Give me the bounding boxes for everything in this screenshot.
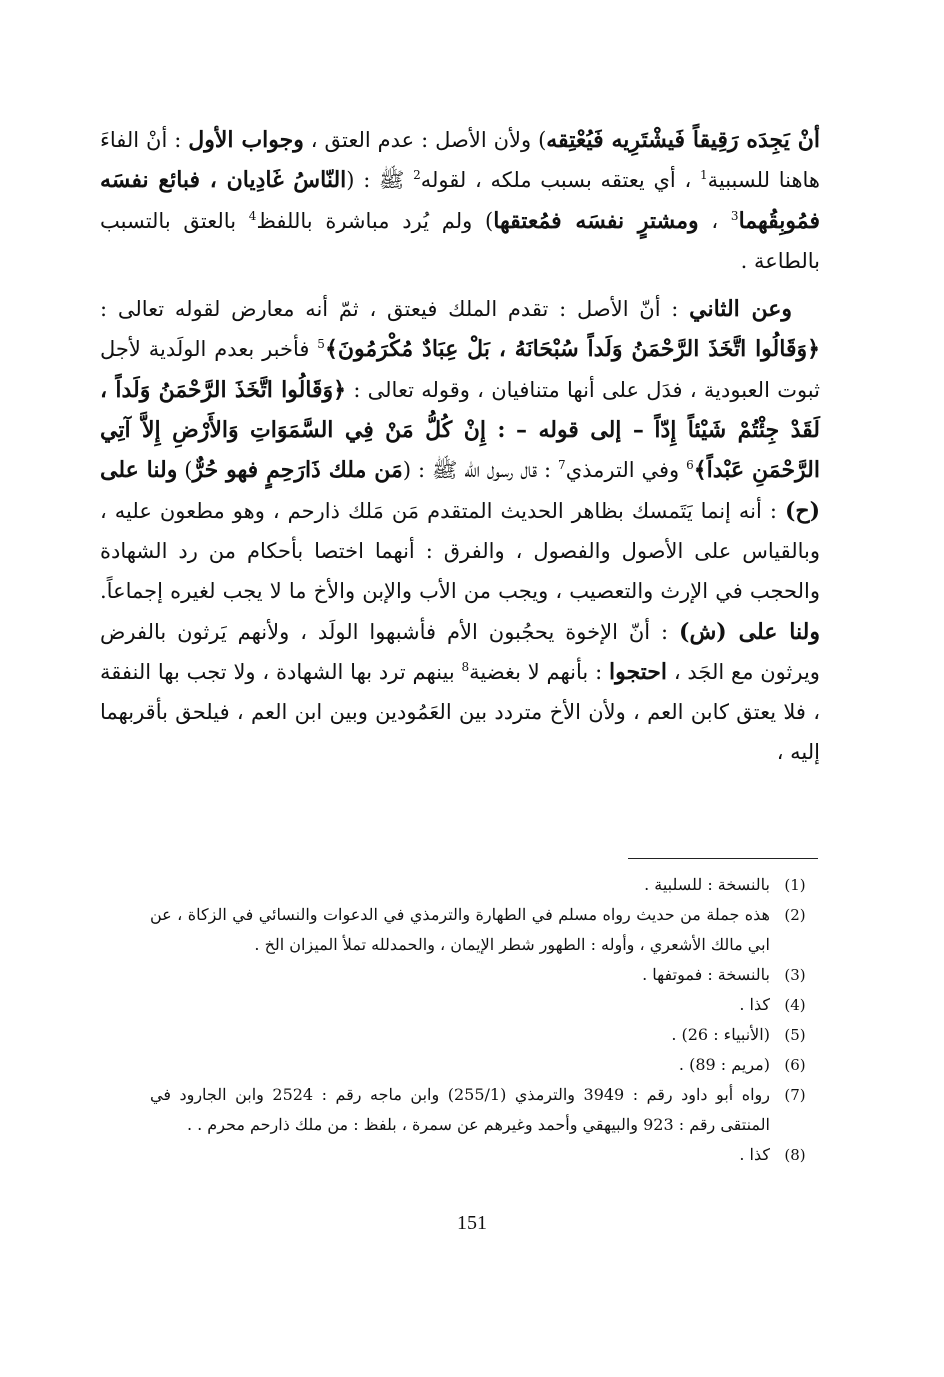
footnote-ref: 5 [317,337,325,352]
text-span: ، أي يعتقه بسبب ملكه ، لقوله [420,168,692,193]
footnote-item [150,1140,820,1170]
footnote-number: (8) [784,1146,806,1164]
footnote-item [150,870,820,900]
footnote-item [150,1050,820,1080]
text-span: : أنْ الفاءَ هاهنا للسببية [100,128,820,193]
footnote-item [150,1020,820,1050]
section-heading-bold: وعن الثاني [689,296,792,323]
footnotes [150,870,820,1170]
text-span: : أنه إنما يَتَمسك بظاهر الحديث المتقدم مَن مَلك ذارحم ، وهو مطعون عليه ، وبالقياس على الأصول والفصول ، والفرق : أنهما اختصا بأحكام من رد الشهادة والحجب في الإرث والتعصيب ، ويجب من الأب والإبن والأخ ما لا يجب لغيره إجماعاً. [100,498,820,604]
footnote-ref: 2 [413,168,421,183]
page-number: 151 [457,1212,487,1234]
paragraph-2 [100,289,820,773]
text-span: بالعتق بالتسبب بالطاعة . [100,208,820,273]
footnote-item [150,1080,820,1140]
quran-verse-bold: ﴿وَقَالُوا اتَّخَذَ الرَّحْمَنُ وَلَداً ، لَقَدْ جِئْتُمْ شَيْئاً إِدّاً [100,376,820,444]
hadith-bold: النّاسُ غَادِيان ، فبائع نفسَه فمُوبِقُهما [100,167,820,234]
footnote-text: هذه جملة من حديث رواه مسلم في الطهارة والترمذي في الدعوات والنسائي في الزكاة ، عن ابي مالك الأشعري ، وأوله : الطهور شطر الإيمان ، والحمدلله تملأ الميزان الخ . [150,905,770,954]
section-heading-bold: وجواب الأول [188,127,304,153]
section-heading-bold: ولنا على (ح) [100,457,820,524]
footnote-text: بالنسخة : للسلبية . [644,875,770,894]
footnote-ref: 6 [686,458,694,473]
footnote-item [150,990,820,1020]
text-span: ) ولم يُرد مباشرة باللفظ [256,208,494,233]
footnote-number: (1) [784,876,806,894]
quote-bold: أنْ يَجِدَه رَقِيقاً فَيشْتَرِيه فَيُعْتِقه [546,127,820,153]
text-span: : بأنهم لا بغضية [469,659,603,684]
footnote-number: (2) [784,906,806,924]
footnote-ref: 8 [461,659,470,674]
text-span: : أنّ الأصل : تقدم الملك فيعتق ، ثمّ أنه معارض لقوله تعالى : [100,297,679,322]
footnote-text: كذا . [739,1145,770,1164]
footnote-item [150,900,820,960]
paragraph-1 [100,120,820,281]
quran-verse-bold: – إلى قوله – [516,417,644,444]
footnote-divider [628,858,818,859]
footnote-number: (3) [784,966,806,984]
text-span: ﷺ : ( [346,168,405,193]
footnote-ref: 4 [248,208,257,223]
text-span: : أنّ الإخوة يحجُبون الأم فأشبهوا الولَد ، ولأنهم يَرثون بالفرض ويرثون مع الجَد ، [100,619,820,684]
quran-verse-bold: ﴿وَقَالُوا اتَّخَذَ الرَّحْمَنُ وَلَداً سُبْحَانَهُ ، بَلْ عِبَادٌ مُكْرَمُونَ﴾ [324,336,820,363]
footnote-ref: 1 [699,168,708,183]
footnote-number: (4) [784,996,806,1014]
footnote-item [150,960,820,990]
text-span: ) ولأن الأصل : عدم العتق ، [310,128,547,152]
quran-verse-bold: : إِنْ كُلُّ مَنْ فِي السَّمَوَاتِ وَالأَرْضِ إِلاَّ آتِي الرَّحْمَنِ عَبْداً﴾ [100,417,820,484]
hadith-bold: مَن ملك ذَارَحِمٍ فهو حُرٌّ [192,457,403,484]
footnote-text: كذا . [739,995,770,1014]
footnote-ref: 3 [730,208,739,223]
footnote-number: (5) [784,1026,806,1044]
footnote-text: (الأنبياء : 26) . [671,1025,770,1044]
footnote-ref: 7 [558,458,566,473]
text-span: وفي الترمذي [565,458,680,483]
section-heading-bold: ولنا على (ش) [679,618,820,645]
text-span: فأخبر بعدم الولَدية لأجل ثبوت العبودية ، فدَل على أنها متنافيان ، وقوله تعالى : [100,337,820,402]
main-text [100,120,820,773]
text-span: ) [184,458,193,483]
footnote-text: رواه أبو داود رقم : 3949 والترمذي (255/1) وابن ماجه رقم : 2524 وابن الجارود في المنتقى رقم : 923 والبيهقي وأحمد وغيرهم عن سمرة ، بلفظ : من ملك ذارحم محرم . . [150,1085,770,1134]
text-span: : قال رسول الله ﷺ : ( [402,458,552,483]
hadith-bold: ومشترٍ نفسَه فمُعتقها [493,207,699,234]
footnote-text: بالنسخة : فموتفها . [642,965,770,984]
section-heading-bold: احتجوا [608,658,667,685]
text-span: بينهم ترد بها الشهادة ، ولا تجب بها النفقة ، فلا يعتق كابن العم ، ولأن الأخ متردد بين العَمُودين وبين ابن العم ، فيلحق بأقربهما إليه ، [100,659,820,765]
text-span: ، [711,208,719,233]
footnote-number: (7) [784,1086,806,1104]
footnote-number: (6) [784,1056,806,1074]
footnote-text: (مريم : 89) . [678,1055,770,1074]
